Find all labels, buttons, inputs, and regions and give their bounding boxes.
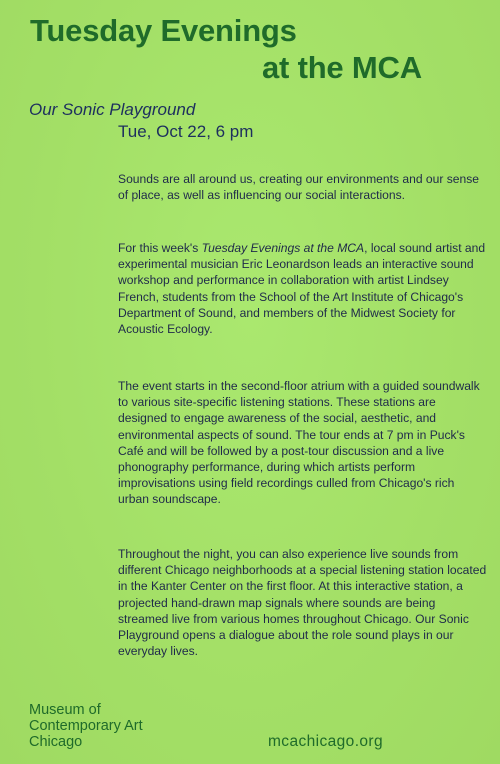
paragraph-details-prefix: For this week's [118,241,202,255]
museum-name-line-3: Chicago [29,734,83,750]
website-url: mcachicago.org [268,733,384,750]
page-title [30,12,470,86]
museum-name [29,702,143,750]
series-name: Tuesday Evenings at the MCA [201,241,365,255]
museum-name-line-2: Contemporary Art [29,718,143,734]
paragraph-details-rest: , local sound artist and experimental musician Eric Leonardson leads an interactive sound workshop and performance in collaboration with artist Lindsey French, students from the School of the Art Institute of Chicago's Department of Sound, and members of the Midwest Society for Acoustic Ecology. [118,241,486,337]
paragraph-details [118,240,488,337]
paragraph-intro: Sounds are all around us, creating our environments and our sense of place, as well as influencing our social interactions. [118,172,480,203]
title-line-1: Tuesday Evenings [30,13,297,48]
event-name: Our Sonic Playground [29,100,196,119]
paragraph-event-schedule: The event starts in the second-floor atrium with a guided soundwalk to various site-specific listening stations. These stations are designed to engage awareness of the social, aesthetic, and environmental aspects of sound. The tour ends at 7 pm in Puck's Café and will be followed by a post-tour discussion and a live phonography performance, during which artists perform improvisations using field recordings culled from Chicago's rich urban soundscape. [118,379,480,507]
museum-name-line-1: Museum of [29,702,101,718]
paragraph-listening-station: Throughout the night, you can also experience live sounds from different Chicago neighborhoods at a special listening station located in the Kanter Center on the first floor. At this interactive station, a projected hand-drawn map signals where sounds are being streamed live from various homes throughout Chicago. Our Sonic Playground opens a dialogue about the role sound plays in our everyday lives. [118,547,487,659]
title-line-2: at the MCA [262,50,422,85]
event-date: Tue, Oct 22, 6 pm [118,122,254,141]
